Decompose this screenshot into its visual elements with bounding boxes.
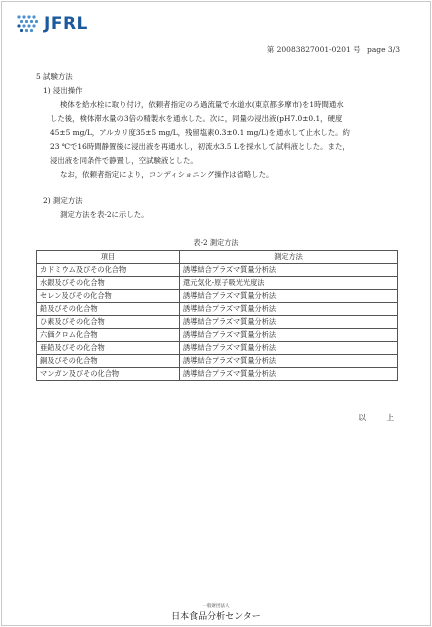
method-cell: 誘導結合プラズマ質量分析法: [180, 290, 398, 303]
column-header-item: 項目: [37, 251, 180, 264]
leaching-paragraph: [50, 98, 400, 182]
footer-org-name: 日本食品分析センター: [171, 612, 261, 622]
page-indicator: page 3/3: [367, 45, 400, 54]
jfrl-logo-icon: [16, 14, 40, 34]
table-row: [37, 342, 398, 355]
column-header-method: 測定方法: [180, 251, 398, 264]
method-cell: 還元気化-原子吸光光度法: [180, 277, 398, 290]
text-line: 検体を給水栓に取り付け，依頼者指定のろ過流量で水道水(東京都多摩市)を1時間通水: [60, 100, 344, 109]
table-caption: 表-2 測定方法: [193, 238, 239, 247]
method-cell: 誘導結合プラズマ質量分析法: [180, 329, 398, 342]
method-cell: 誘導結合プラズマ質量分析法: [180, 316, 398, 329]
table-row: [37, 290, 398, 303]
table-header-row: [37, 251, 398, 264]
item-cell: マンガン及びその化合物: [37, 368, 180, 381]
table-row: [37, 368, 398, 381]
table-row: [37, 329, 398, 342]
document-number: [263, 44, 400, 55]
jfrl-logo: [16, 14, 88, 34]
item-cell: 鉛及びその化合物: [37, 303, 180, 316]
subsection-leaching: 1) 浸出操作: [43, 86, 83, 95]
document-page: [1, 1, 431, 626]
section-title: 5 試験方法: [36, 72, 73, 81]
measurement-text: 測定方法を表-2に示した。: [60, 210, 149, 219]
method-cell: 誘導結合プラズマ質量分析法: [180, 368, 398, 381]
method-cell: 誘導結合プラズマ質量分析法: [180, 303, 398, 316]
methods-table: [36, 250, 398, 381]
method-cell: 誘導結合プラズマ質量分析法: [180, 355, 398, 368]
table-row: [37, 264, 398, 277]
item-cell: 亜鉛及びその化合物: [37, 342, 180, 355]
item-cell: カドミウム及びその化合物: [37, 264, 180, 277]
text-line: 23 ℃で16時間静置後に浸出液を再通水し，初流水3.5 Lを採水して試料液とした。また，: [50, 142, 350, 151]
item-cell: 銅及びその化合物: [37, 355, 180, 368]
text-line: 45±5 mg/L，アルカリ度35±5 mg/L，残留塩素0.3±0.1 mg/L)を通水して止水した。約: [50, 128, 350, 137]
method-cell: 誘導結合プラズマ質量分析法: [180, 342, 398, 355]
item-cell: 水銀及びその化合物: [37, 277, 180, 290]
table-row: [37, 277, 398, 290]
subsection-measurement: 2) 測定方法: [43, 196, 83, 205]
logo-text: JFRL: [44, 14, 88, 34]
table-row: [37, 355, 398, 368]
report-number: 第 20083827001-0201 号: [266, 45, 361, 54]
text-line: した後，検体滞水量の3倍の精製水を通水した。次に，同量の浸出液(pH7.0±0.1，硬度: [50, 114, 343, 123]
item-cell: 六価クロム化合物: [37, 329, 180, 342]
footer-org-type: 一般財団法人: [202, 604, 230, 609]
text-line: なお，依頼者指定により，コンディショニング操作は省略した。: [60, 170, 274, 179]
item-cell: ひ素及びその化合物: [37, 316, 180, 329]
item-cell: セレン及びその化合物: [37, 290, 180, 303]
table-row: [37, 316, 398, 329]
closing-mark: 以 上: [358, 413, 394, 422]
text-line: 浸出液を同条件で静置し，空試験液とした。: [50, 156, 198, 165]
table-row: [37, 303, 398, 316]
method-cell: 誘導結合プラズマ質量分析法: [180, 264, 398, 277]
